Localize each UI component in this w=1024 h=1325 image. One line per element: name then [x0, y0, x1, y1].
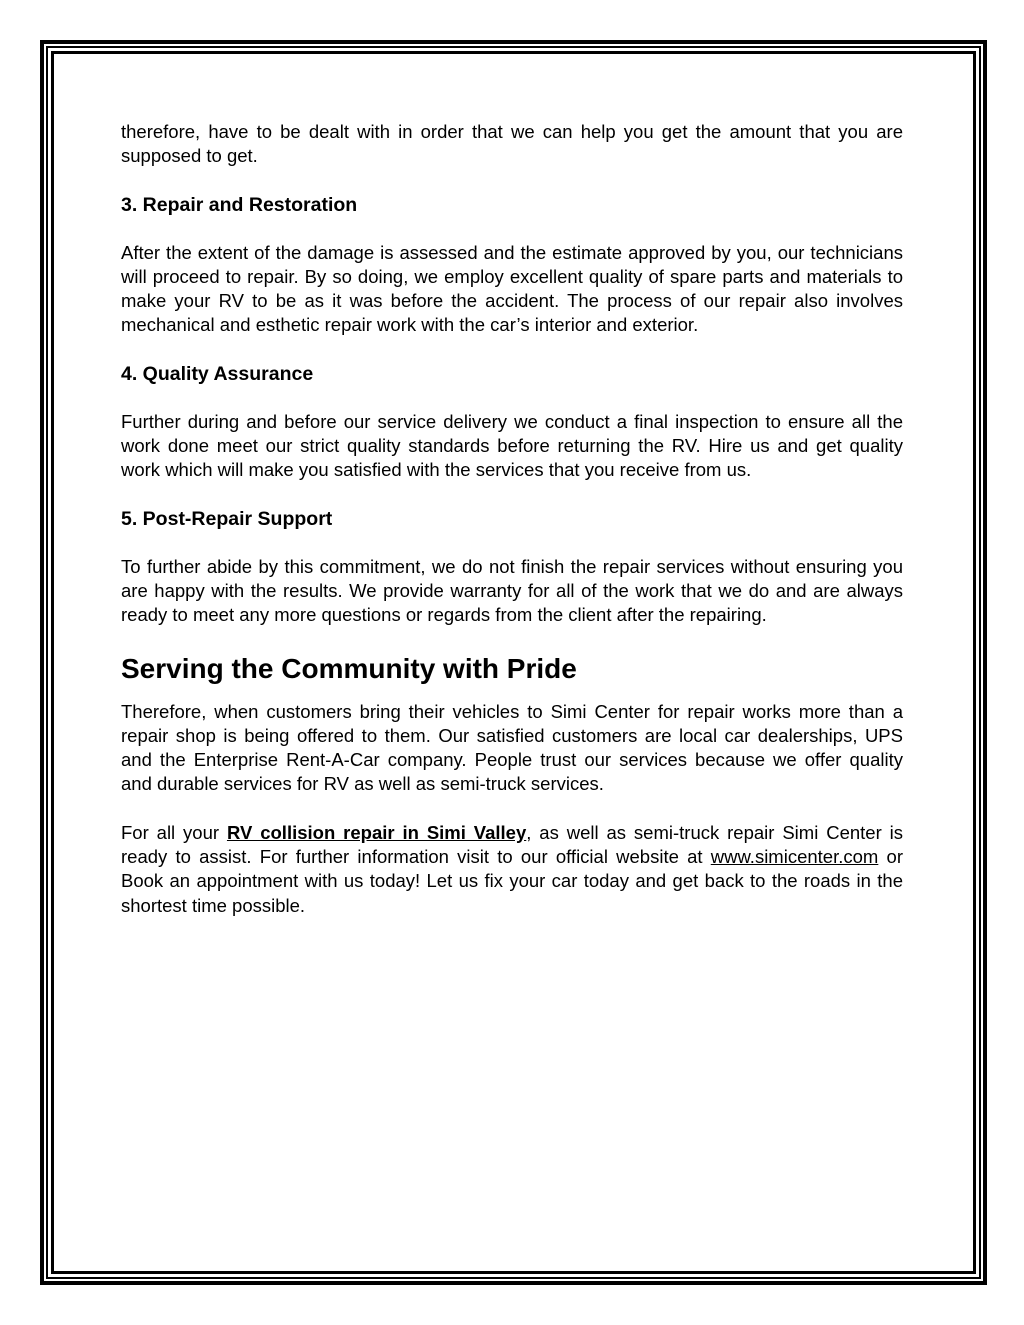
section-body-post-repair-support: To further abide by this commitment, we do not finish the repair services without ensuring you are happy with the results. We provide warranty for all of the work that we do and are always ready to meet any more questions or regards from the client after the repairing.	[121, 555, 903, 626]
community-heading: Serving the Community with Pride	[121, 652, 577, 684]
closing-paragraph	[121, 821, 903, 918]
section-heading-post-repair-support: 5. Post-Repair Support	[121, 507, 333, 530]
website-link[interactable]: www.simicenter.com	[710, 846, 879, 868]
section-body-repair-restoration: After the extent of the damage is assessed and the estimate approved by you, our technicians will proceed to repair. By so doing, we employ excellent quality of spare parts and materials to make your RV to be as it was before the accident. The process of our repair also involves mechanical and esthetic repair work with the car’s interior and exterior.	[121, 241, 903, 336]
section-heading-repair-restoration: 3. Repair and Restoration	[121, 193, 358, 216]
closing-text-start: For all your	[121, 821, 227, 843]
document-content	[121, 120, 903, 918]
section-body-quality-assurance: Further during and before our service delivery we conduct a final inspection to ensure all the work done meet our strict quality standards before returning the RV. Hire us and get quality work which will make you satisfied with the services that you receive from us.	[121, 410, 903, 481]
community-paragraph: Therefore, when customers bring their vehicles to Simi Center for repair works more than a repair shop is being offered to them. Our satisfied customers are local car dealerships, UPS and the Enterprise Rent-A-Car company. People trust our services because we offer quality and durable services for RV as well as semi-truck services.	[121, 700, 903, 795]
closing-text-middle: , as well as semi-truck repair Simi Center is ready to assist. For further information visit to our official website at	[121, 821, 903, 868]
section-heading-quality-assurance: 4. Quality Assurance	[121, 362, 314, 385]
closing-text-end: or Book an appointment with us today! Let us fix your car today and get back to the roads in the shortest time possible.	[121, 846, 903, 916]
intro-paragraph: therefore, have to be dealt with in order that we can help you get the amount that you are supposed to get.	[121, 121, 903, 167]
rv-collision-repair-link[interactable]: RV collision repair in Simi Valley	[226, 821, 527, 843]
